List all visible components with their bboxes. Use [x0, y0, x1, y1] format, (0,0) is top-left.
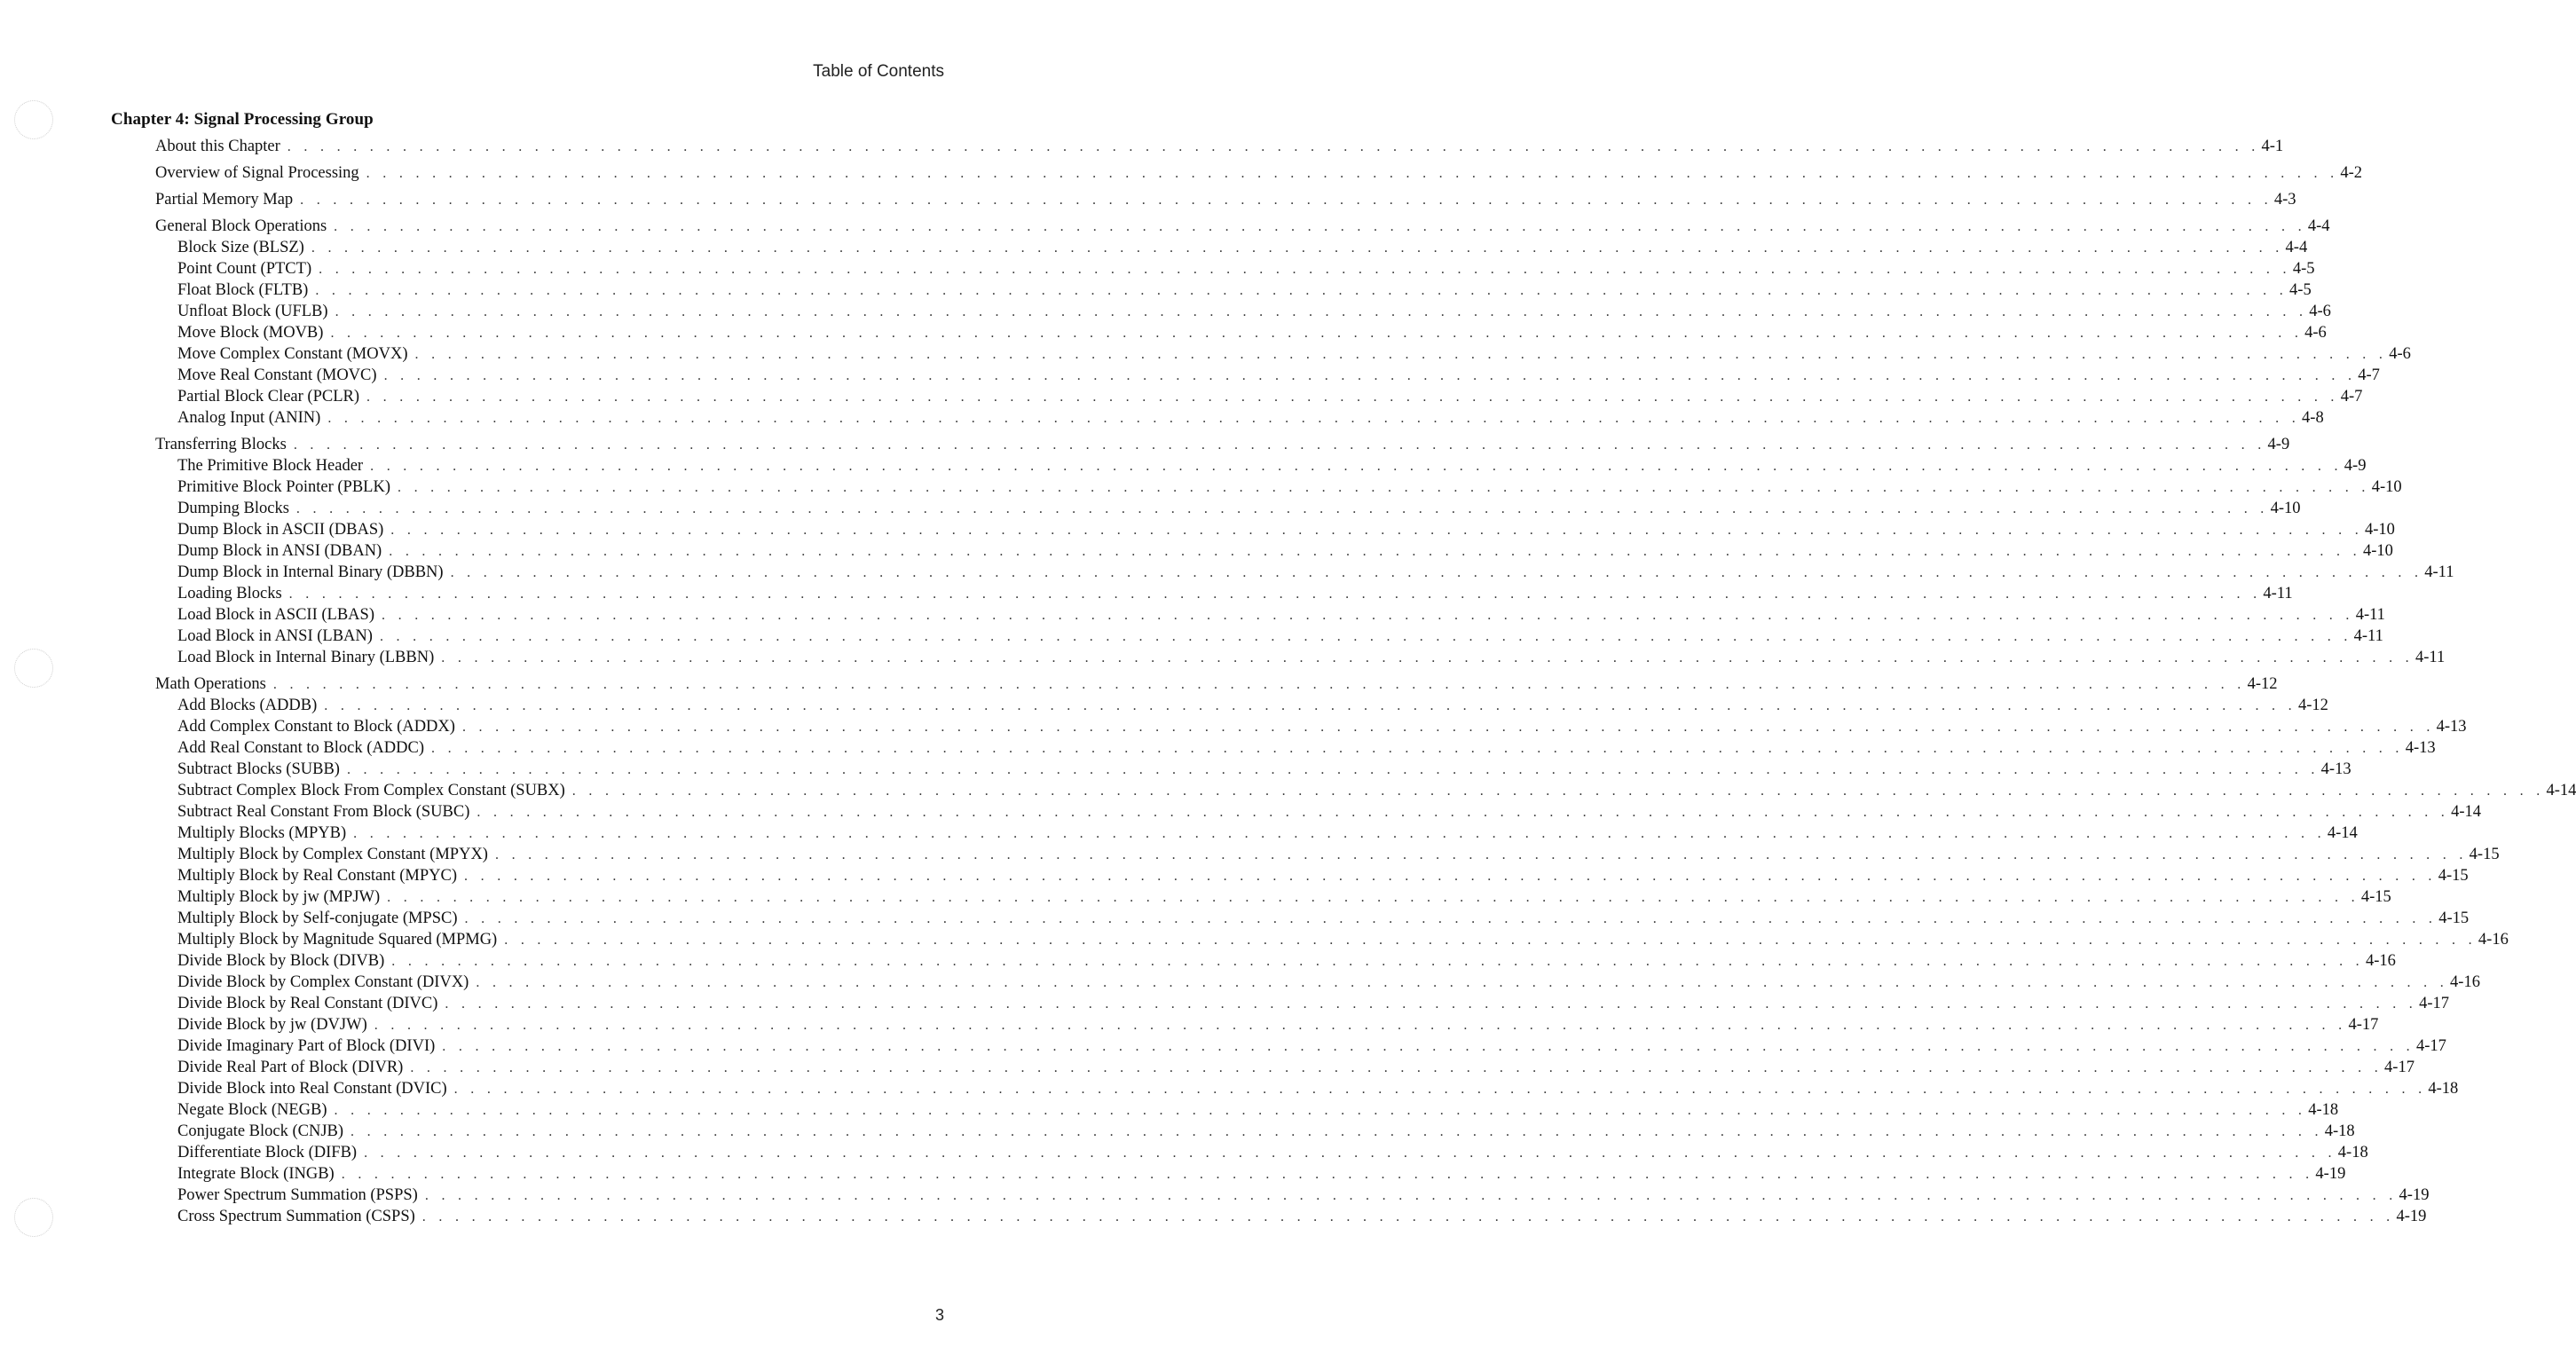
toc-entry-page: 4-10 [2371, 478, 2402, 496]
toc-entry-title: Partial Block Clear (PCLR) [177, 388, 360, 405]
toc-entry-page: 4-16 [2450, 973, 2480, 991]
toc-entry-page: 4-10 [2362, 542, 2393, 560]
punch-hole-top [14, 100, 53, 139]
dot-leader: . . . . . . . . . . . . . . . . . . . . . . . . . . . . . . . . . . . . . . . . . . . . . . . . . . . . . . . . . . . . . . . . . . . . . . . . . . . . . . . . . . . . . . . . . . . . . . . . . . . . . . . . . . . . . . . . . . . . . . . . [441, 650, 2414, 665]
toc-subentry[interactable] [155, 886, 2391, 908]
toc-entry-title: Load Block in ANSI (LBAN) [177, 627, 373, 645]
toc-entry-title: Move Complex Constant (MOVX) [177, 345, 408, 363]
toc-subentry[interactable] [155, 540, 2393, 562]
dot-leader: . . . . . . . . . . . . . . . . . . . . . . . . . . . . . . . . . . . . . . . . . . . . . . . . . . . . . . . . . . . . . . . . . . . . . . . . . . . . . . . . . . . . . . . . . . . . . . . . . . . . . . . . . . . . . . . . . . . . . . . . [300, 193, 2273, 208]
toc-entry-page: 4-6 [2304, 324, 2327, 342]
dot-leader: . . . . . . . . . . . . . . . . . . . . . . . . . . . . . . . . . . . . . . . . . . . . . . . . . . . . . . . . . . . . . . . . . . . . . . . . . . . . . . . . . . . . . . . . . . . . . . . . . . . . . . . . . . . . . . . . . . . . . . . . [431, 741, 2404, 756]
toc-subentry[interactable] [155, 455, 2367, 476]
dot-leader: . . . . . . . . . . . . . . . . . . . . . . . . . . . . . . . . . . . . . . . . . . . . . . . . . . . . . . . . . . . . . . . . . . . . . . . . . . . . . . . . . . . . . . . . . . . . . . . . . . . . . . . . . . . . . . . . . . . . . . . . [445, 996, 2418, 1012]
toc-entry-page: 4-9 [2344, 457, 2367, 475]
dot-leader: . . . . . . . . . . . . . . . . . . . . . . . . . . . . . . . . . . . . . . . . . . . . . . . . . . . . . . . . . . . . . . . . . . . . . . . . . . . . . . . . . . . . . . . . . . . . . . . . . . . . . . . . . . . . . . . . . . . . . . . . [410, 1060, 2383, 1075]
toc-subentry[interactable] [155, 604, 2385, 626]
dot-leader: . . . . . . . . . . . . . . . . . . . . . . . . . . . . . . . . . . . . . . . . . . . . . . . . . . . . . . . . . . . . . . . . . . . . . . . . . . . . . . . . . . . . . . . . . . . . . . . . . . . . . . . . . . . . . . . . . . . . . . . . [477, 805, 2450, 820]
toc-entry-page: 4-11 [2415, 649, 2446, 666]
dot-leader: . . . . . . . . . . . . . . . . . . . . . . . . . . . . . . . . . . . . . . . . . . . . . . . . . . . . . . . . . . . . . . . . . . . . . . . . . . . . . . . . . . . . . . . . . . . . . . . . . . . . . . . . . . . . . . . . . . . . . . . . [374, 1018, 2347, 1033]
toc-entry-title: Divide Real Part of Block (DIVR) [177, 1059, 404, 1076]
toc-entry-page: 4-15 [2469, 846, 2500, 863]
toc-entry-page: 4-9 [2267, 436, 2290, 453]
toc-entry-page: 4-19 [2315, 1165, 2346, 1183]
toc-entry-page: 4-15 [2360, 888, 2391, 906]
toc-entry[interactable] [155, 136, 2284, 157]
dot-leader: . . . . . . . . . . . . . . . . . . . . . . . . . . . . . . . . . . . . . . . . . . . . . . . . . . . . . . . . . . . . . . . . . . . . . . . . . . . . . . . . . . . . . . . . . . . . . . . . . . . . . . . . . . . . . . . . . . . . . . . . [370, 459, 2343, 474]
toc-entry-title: Cross Spectrum Summation (CSPS) [177, 1208, 415, 1225]
toc-subentry[interactable] [155, 498, 2301, 519]
dot-leader: . . . . . . . . . . . . . . . . . . . . . . . . . . . . . . . . . . . . . . . . . . . . . . . . . . . . . . . . . . . . . . . . . . . . . . . . . . . . . . . . . . . . . . . . . . . . . . . . . . . . . . . . . . . . . . . . . . . . . . . . [397, 480, 2370, 495]
toc-section [155, 673, 2576, 1227]
toc-entry-page: 4-16 [2478, 931, 2509, 949]
dot-leader: . . . . . . . . . . . . . . . . . . . . . . . . . . . . . . . . . . . . . . . . . . . . . . . . . . . . . . . . . . . . . . . . . . . . . . . . . . . . . . . . . . . . . . . . . . . . . . . . . . . . . . . . . . . . . . . . . . . . . . . . [442, 1039, 2415, 1054]
toc-entry-title: Divide Block into Real Constant (DVIC) [177, 1080, 447, 1098]
toc-entry-page: 4-17 [2384, 1059, 2415, 1076]
dot-leader: . . . . . . . . . . . . . . . . . . . . . . . . . . . . . . . . . . . . . . . . . . . . . . . . . . . . . . . . . . . . . . . . . . . . . . . . . . . . . . . . . . . . . . . . . . . . . . . . . . . . . . . . . . . . . . . . . . . . . . . . [464, 911, 2438, 926]
dot-leader: . . . . . . . . . . . . . . . . . . . . . . . . . . . . . . . . . . . . . . . . . . . . . . . . . . . . . . . . . . . . . . . . . . . . . . . . . . . . . . . . . . . . . . . . . . . . . . . . . . . . . . . . . . . . . . . . . . . . . . . . [421, 1209, 2395, 1224]
dot-leader: . . . . . . . . . . . . . . . . . . . . . . . . . . . . . . . . . . . . . . . . . . . . . . . . . . . . . . . . . . . . . . . . . . . . . . . . . . . . . . . . . . . . . . . . . . . . . . . . . . . . . . . . . . . . . . . . . . . . . . . . [293, 437, 2266, 453]
toc-subentry[interactable] [155, 237, 2308, 258]
toc-section [155, 136, 2284, 157]
toc-subentry[interactable] [155, 1099, 2339, 1121]
dot-leader: . . . . . . . . . . . . . . . . . . . . . . . . . . . . . . . . . . . . . . . . . . . . . . . . . . . . . . . . . . . . . . . . . . . . . . . . . . . . . . . . . . . . . . . . . . . . . . . . . . . . . . . . . . . . . . . . . . . . . . . . [335, 304, 2308, 319]
toc-entry-page: 4-4 [2307, 217, 2330, 235]
dot-leader: . . . . . . . . . . . . . . . . . . . . . . . . . . . . . . . . . . . . . . . . . . . . . . . . . . . . . . . . . . . . . . . . . . . . . . . . . . . . . . . . . . . . . . . . . . . . . . . . . . . . . . . . . . . . . . . . . . . . . . . . [453, 1082, 2427, 1097]
toc-entry-page: 4-18 [2428, 1080, 2459, 1098]
dot-leader: . . . . . . . . . . . . . . . . . . . . . . . . . . . . . . . . . . . . . . . . . . . . . . . . . . . . . . . . . . . . . . . . . . . . . . . . . . . . . . . . . . . . . . . . . . . . . . . . . . . . . . . . . . . . . . . . . . . . . . . . [379, 629, 2352, 644]
toc-entry-title: Divide Block by Block (DIVB) [177, 952, 385, 970]
toc-subentry[interactable] [155, 759, 2351, 780]
dot-leader: . . . . . . . . . . . . . . . . . . . . . . . . . . . . . . . . . . . . . . . . . . . . . . . . . . . . . . . . . . . . . . . . . . . . . . . . . . . . . . . . . . . . . . . . . . . . . . . . . . . . . . . . . . . . . . . . . . . . . . . . [494, 847, 2468, 862]
toc-entry-page: 4-14 [2546, 782, 2576, 799]
toc-entry-title: Divide Imaginary Part of Block (DIVI) [177, 1037, 436, 1055]
toc-entry-title: Multiply Block by Complex Constant (MPYX) [177, 846, 488, 863]
toc-entry-page: 4-11 [2353, 627, 2383, 645]
toc-entry-title: Multiply Block by Self-conjugate (MPSC) [177, 909, 458, 927]
toc-entry-title: Multiply Block by Real Constant (MPYC) [177, 867, 458, 885]
page-number: 3 [934, 1306, 944, 1324]
toc-entry-page: 4-4 [2285, 239, 2308, 256]
toc-entry-page: 4-11 [2355, 606, 2385, 624]
toc-subentry[interactable] [155, 929, 2509, 950]
toc-entry-page: 4-3 [2273, 191, 2296, 209]
toc-subentry[interactable] [155, 908, 2470, 929]
punch-hole-bottom [14, 1198, 53, 1237]
toc-subentry[interactable] [155, 1185, 2430, 1206]
toc-entry-page: 4-14 [2327, 824, 2358, 842]
toc-entry-title: Math Operations [155, 675, 266, 693]
toc-subentry[interactable] [155, 972, 2480, 993]
toc-entry-page: 4-12 [2247, 675, 2278, 693]
dot-leader: . . . . . . . . . . . . . . . . . . . . . . . . . . . . . . . . . . . . . . . . . . . . . . . . . . . . . . . . . . . . . . . . . . . . . . . . . . . . . . . . . . . . . . . . . . . . . . . . . . . . . . . . . . . . . . . . . . . . . . . . [324, 698, 2296, 713]
toc-entry-title: Dump Block in ASCII (DBAS) [177, 521, 384, 539]
toc-subentry[interactable] [155, 993, 2450, 1014]
toc-entry[interactable] [155, 189, 2296, 210]
toc-entry-title: Move Real Constant (MOVC) [177, 366, 377, 384]
toc-entry-page: 4-13 [2320, 760, 2351, 778]
dot-leader: . . . . . . . . . . . . . . . . . . . . . . . . . . . . . . . . . . . . . . . . . . . . . . . . . . . . . . . . . . . . . . . . . . . . . . . . . . . . . . . . . . . . . . . . . . . . . . . . . . . . . . . . . . . . . . . . . . . . . . . . [464, 869, 2437, 884]
toc-entry-title: General Block Operations [155, 217, 327, 235]
toc-subentry[interactable] [155, 844, 2500, 865]
dot-leader: . . . . . . . . . . . . . . . . . . . . . . . . . . . . . . . . . . . . . . . . . . . . . . . . . . . . . . . . . . . . . . . . . . . . . . . . . . . . . . . . . . . . . . . . . . . . . . . . . . . . . . . . . . . . . . . . . . . . . . . . [315, 283, 2288, 298]
toc-subentry[interactable] [155, 1035, 2446, 1057]
toc-subentry[interactable] [155, 519, 2395, 540]
toc-entry-page: 4-11 [2424, 563, 2454, 581]
toc-entry[interactable] [155, 434, 2290, 455]
toc-entry-title: Multiply Block by jw (MPJW) [177, 888, 381, 906]
toc-entry-title: Load Block in ASCII (LBAS) [177, 606, 374, 624]
toc-entry-page: 4-6 [2389, 345, 2411, 363]
dot-leader: . . . . . . . . . . . . . . . . . . . . . . . . . . . . . . . . . . . . . . . . . . . . . . . . . . . . . . . . . . . . . . . . . . . . . . . . . . . . . . . . . . . . . . . . . . . . . . . . . . . . . . . . . . . . . . . . . . . . . . . . [272, 677, 2246, 692]
toc-section [155, 162, 2363, 184]
table-of-contents [155, 136, 2576, 1232]
toc-entry-title: Multiply Blocks (MPYB) [177, 824, 347, 842]
toc-entry-page: 4-17 [2419, 995, 2450, 1012]
toc-entry-page: 4-17 [2348, 1016, 2379, 1034]
toc-subentry[interactable] [155, 1163, 2346, 1185]
dot-leader: . . . . . . . . . . . . . . . . . . . . . . . . . . . . . . . . . . . . . . . . . . . . . . . . . . . . . . . . . . . . . . . . . . . . . . . . . . . . . . . . . . . . . . . . . . . . . . . . . . . . . . . . . . . . . . . . . . . . . . . . [334, 1103, 2307, 1118]
toc-entry-page: 4-8 [2302, 409, 2324, 427]
dot-leader: . . . . . . . . . . . . . . . . . . . . . . . . . . . . . . . . . . . . . . . . . . . . . . . . . . . . . . . . . . . . . . . . . . . . . . . . . . . . . . . . . . . . . . . . . . . . . . . . . . . . . . . . . . . . . . . . . . . . . . . . [366, 390, 2339, 405]
toc-section [155, 216, 2411, 429]
toc-entry-title: Integrate Block (INGB) [177, 1165, 335, 1183]
toc-subentry[interactable] [155, 1057, 2415, 1078]
toc-subentry[interactable] [155, 476, 2402, 498]
dot-leader: . . . . . . . . . . . . . . . . . . . . . . . . . . . . . . . . . . . . . . . . . . . . . . . . . . . . . . . . . . . . . . . . . . . . . . . . . . . . . . . . . . . . . . . . . . . . . . . . . . . . . . . . . . . . . . . . . . . . . . . . [424, 1188, 2398, 1203]
toc-entry-title: Partial Memory Map [155, 191, 294, 209]
toc-entry-page: 4-5 [2292, 260, 2315, 278]
toc-entry-title: Move Block (MOVB) [177, 324, 324, 342]
toc-entry-title: The Primitive Block Header [177, 457, 364, 475]
toc-entry-title: Subtract Complex Block From Complex Constant (SUBX) [177, 782, 565, 799]
toc-entry-title: Overview of Signal Processing [155, 164, 359, 182]
toc-entry-title: Divide Block by Real Constant (DIVC) [177, 995, 438, 1012]
toc-entry-page: 4-10 [2365, 521, 2395, 539]
toc-entry-title: Dump Block in Internal Binary (DBBN) [177, 563, 444, 581]
toc-subentry[interactable] [155, 583, 2293, 604]
toc-entry-page: 4-16 [2365, 952, 2396, 970]
toc-subentry[interactable] [155, 1014, 2379, 1035]
dot-leader: . . . . . . . . . . . . . . . . . . . . . . . . . . . . . . . . . . . . . . . . . . . . . . . . . . . . . . . . . . . . . . . . . . . . . . . . . . . . . . . . . . . . . . . . . . . . . . . . . . . . . . . . . . . . . . . . . . . . . . . . [341, 1167, 2314, 1182]
toc-entry-title: Dump Block in ANSI (DBAN) [177, 542, 382, 560]
toc-subentry[interactable] [155, 950, 2396, 972]
dot-leader: . . . . . . . . . . . . . . . . . . . . . . . . . . . . . . . . . . . . . . . . . . . . . . . . . . . . . . . . . . . . . . . . . . . . . . . . . . . . . . . . . . . . . . . . . . . . . . . . . . . . . . . . . . . . . . . . . . . . . . . . [387, 890, 2359, 905]
toc-entry-title: Divide Block by Complex Constant (DIVX) [177, 973, 469, 991]
toc-subentry[interactable] [155, 1142, 2368, 1163]
toc-subentry[interactable] [155, 1078, 2459, 1099]
toc-entry-page: 4-14 [2451, 803, 2482, 821]
dot-leader: . . . . . . . . . . . . . . . . . . . . . . . . . . . . . . . . . . . . . . . . . . . . . . . . . . . . . . . . . . . . . . . . . . . . . . . . . . . . . . . . . . . . . . . . . . . . . . . . . . . . . . . . . . . . . . . . . . . . . . . . [383, 368, 2357, 383]
toc-entry-page: 4-13 [2436, 718, 2467, 736]
toc-entry-page: 4-19 [2396, 1208, 2427, 1225]
dot-leader: . . . . . . . . . . . . . . . . . . . . . . . . . . . . . . . . . . . . . . . . . . . . . . . . . . . . . . . . . . . . . . . . . . . . . . . . . . . . . . . . . . . . . . . . . . . . . . . . . . . . . . . . . . . . . . . . . . . . . . . . [461, 720, 2435, 735]
toc-entry-page: 4-2 [2340, 164, 2363, 182]
toc-entry-title: Block Size (BLSZ) [177, 239, 304, 256]
punch-hole-middle [14, 649, 53, 688]
dot-leader: . . . . . . . . . . . . . . . . . . . . . . . . . . . . . . . . . . . . . . . . . . . . . . . . . . . . . . . . . . . . . . . . . . . . . . . . . . . . . . . . . . . . . . . . . . . . . . . . . . . . . . . . . . . . . . . . . . . . . . . . [364, 1146, 2336, 1161]
chapter-title: Chapter 4: Signal Processing Group [111, 110, 374, 129]
toc-subentry[interactable] [155, 1206, 2427, 1227]
dot-leader: . . . . . . . . . . . . . . . . . . . . . . . . . . . . . . . . . . . . . . . . . . . . . . . . . . . . . . . . . . . . . . . . . . . . . . . . . . . . . . . . . . . . . . . . . . . . . . . . . . . . . . . . . . . . . . . . . . . . . . . . [288, 587, 2262, 602]
toc-section [155, 189, 2296, 210]
toc-subentry[interactable] [155, 386, 2363, 407]
toc-entry-title: Multiply Block by Magnitude Squared (MPMG) [177, 931, 498, 949]
dot-leader: . . . . . . . . . . . . . . . . . . . . . . . . . . . . . . . . . . . . . . . . . . . . . . . . . . . . . . . . . . . . . . . . . . . . . . . . . . . . . . . . . . . . . . . . . . . . . . . . . . . . . . . . . . . . . . . . . . . . . . . . [504, 933, 2477, 948]
toc-entry-page: 4-19 [2399, 1186, 2430, 1204]
dot-leader: . . . . . . . . . . . . . . . . . . . . . . . . . . . . . . . . . . . . . . . . . . . . . . . . . . . . . . . . . . . . . . . . . . . . . . . . . . . . . . . . . . . . . . . . . . . . . . . . . . . . . . . . . . . . . . . . . . . . . . . . [414, 347, 2388, 362]
toc-entry-page: 4-17 [2415, 1037, 2446, 1055]
toc-entry[interactable] [155, 216, 2330, 237]
toc-subentry[interactable] [155, 280, 2312, 301]
toc-entry-page: 4-11 [2263, 585, 2293, 602]
toc-entry-page: 4-15 [2438, 909, 2470, 927]
toc-entry-page: 4-1 [2261, 138, 2284, 155]
toc-subentry[interactable] [155, 801, 2482, 823]
toc-entry-page: 4-15 [2438, 867, 2469, 885]
toc-entry-page: 4-18 [2324, 1122, 2355, 1140]
toc-entry-title: Primitive Block Pointer (PBLK) [177, 478, 390, 496]
toc-entry-title: Conjugate Block (CNJB) [177, 1122, 344, 1140]
toc-subentry[interactable] [155, 365, 2380, 386]
toc-section [155, 434, 2454, 668]
toc-entry-page: 4-18 [2337, 1144, 2368, 1161]
toc-entry-title: Loading Blocks [177, 585, 282, 602]
toc-entry-title: Negate Block (NEGB) [177, 1101, 327, 1119]
toc-subentry[interactable] [155, 695, 2328, 716]
dot-leader: . . . . . . . . . . . . . . . . . . . . . . . . . . . . . . . . . . . . . . . . . . . . . . . . . . . . . . . . . . . . . . . . . . . . . . . . . . . . . . . . . . . . . . . . . . . . . . . . . . . . . . . . . . . . . . . . . . . . . . . . [366, 166, 2339, 181]
dot-leader: . . . . . . . . . . . . . . . . . . . . . . . . . . . . . . . . . . . . . . . . . . . . . . . . . . . . . . . . . . . . . . . . . . . . . . . . . . . . . . . . . . . . . . . . . . . . . . . . . . . . . . . . . . . . . . . . . . . . . . . . [353, 826, 2326, 841]
dot-leader: . . . . . . . . . . . . . . . . . . . . . . . . . . . . . . . . . . . . . . . . . . . . . . . . . . . . . . . . . . . . . . . . . . . . . . . . . . . . . . . . . . . . . . . . . . . . . . . . . . . . . . . . . . . . . . . . . . . . . . . . [330, 326, 2304, 341]
toc-entry-title: Add Blocks (ADDB) [177, 697, 318, 714]
toc-subentry[interactable] [155, 737, 2436, 759]
dot-leader: . . . . . . . . . . . . . . . . . . . . . . . . . . . . . . . . . . . . . . . . . . . . . . . . . . . . . . . . . . . . . . . . . . . . . . . . . . . . . . . . . . . . . . . . . . . . . . . . . . . . . . . . . . . . . . . . . . . . . . . . [351, 1124, 2323, 1139]
toc-entry-page: 4-7 [2358, 366, 2380, 384]
dot-leader: . . . . . . . . . . . . . . . . . . . . . . . . . . . . . . . . . . . . . . . . . . . . . . . . . . . . . . . . . . . . . . . . . . . . . . . . . . . . . . . . . . . . . . . . . . . . . . . . . . . . . . . . . . . . . . . . . . . . . . . . [571, 783, 2545, 799]
toc-entry-title: Transferring Blocks [155, 436, 287, 453]
toc-subentry[interactable] [155, 301, 2331, 322]
toc-entry-title: Subtract Real Constant From Block (SUBC) [177, 803, 470, 821]
toc-entry-title: Subtract Blocks (SUBB) [177, 760, 340, 778]
toc-subentry[interactable] [155, 716, 2467, 737]
toc-entry-title: Unfloat Block (UFLB) [177, 303, 328, 320]
toc-entry-page: 4-6 [2309, 303, 2331, 320]
toc-entry-title: Dumping Blocks [177, 500, 289, 517]
toc-entry-title: Analog Input (ANIN) [177, 409, 321, 427]
toc-subentry[interactable] [155, 407, 2324, 429]
dot-leader: . . . . . . . . . . . . . . . . . . . . . . . . . . . . . . . . . . . . . . . . . . . . . . . . . . . . . . . . . . . . . . . . . . . . . . . . . . . . . . . . . . . . . . . . . . . . . . . . . . . . . . . . . . . . . . . . . . . . . . . . [319, 262, 2291, 277]
dot-leader: . . . . . . . . . . . . . . . . . . . . . . . . . . . . . . . . . . . . . . . . . . . . . . . . . . . . . . . . . . . . . . . . . . . . . . . . . . . . . . . . . . . . . . . . . . . . . . . . . . . . . . . . . . . . . . . . . . . . . . . . [311, 240, 2284, 256]
dot-leader: . . . . . . . . . . . . . . . . . . . . . . . . . . . . . . . . . . . . . . . . . . . . . . . . . . . . . . . . . . . . . . . . . . . . . . . . . . . . . . . . . . . . . . . . . . . . . . . . . . . . . . . . . . . . . . . . . . . . . . . . [287, 139, 2260, 154]
dot-leader: . . . . . . . . . . . . . . . . . . . . . . . . . . . . . . . . . . . . . . . . . . . . . . . . . . . . . . . . . . . . . . . . . . . . . . . . . . . . . . . . . . . . . . . . . . . . . . . . . . . . . . . . . . . . . . . . . . . . . . . . [334, 219, 2306, 234]
toc-subentry[interactable] [155, 823, 2358, 844]
toc-entry-page: 4-10 [2270, 500, 2301, 517]
toc-entry-title: Add Real Constant to Block (ADDC) [177, 739, 424, 757]
toc-entry[interactable] [155, 673, 2278, 695]
toc-subentry[interactable] [155, 1121, 2355, 1142]
dot-leader: . . . . . . . . . . . . . . . . . . . . . . . . . . . . . . . . . . . . . . . . . . . . . . . . . . . . . . . . . . . . . . . . . . . . . . . . . . . . . . . . . . . . . . . . . . . . . . . . . . . . . . . . . . . . . . . . . . . . . . . . [346, 762, 2320, 777]
toc-subentry[interactable] [155, 258, 2315, 280]
toc-entry-title: Load Block in Internal Binary (LBBN) [177, 649, 435, 666]
dot-leader: . . . . . . . . . . . . . . . . . . . . . . . . . . . . . . . . . . . . . . . . . . . . . . . . . . . . . . . . . . . . . . . . . . . . . . . . . . . . . . . . . . . . . . . . . . . . . . . . . . . . . . . . . . . . . . . . . . . . . . . . [391, 954, 2364, 969]
running-header: Table of Contents [813, 62, 944, 81]
dot-leader: . . . . . . . . . . . . . . . . . . . . . . . . . . . . . . . . . . . . . . . . . . . . . . . . . . . . . . . . . . . . . . . . . . . . . . . . . . . . . . . . . . . . . . . . . . . . . . . . . . . . . . . . . . . . . . . . . . . . . . . . [450, 565, 2423, 580]
toc-entry-page: 4-5 [2289, 281, 2312, 299]
toc-entry-page: 4-18 [2308, 1101, 2339, 1119]
toc-subentry[interactable] [155, 780, 2576, 801]
dot-leader: . . . . . . . . . . . . . . . . . . . . . . . . . . . . . . . . . . . . . . . . . . . . . . . . . . . . . . . . . . . . . . . . . . . . . . . . . . . . . . . . . . . . . . . . . . . . . . . . . . . . . . . . . . . . . . . . . . . . . . . . [389, 544, 2361, 559]
dot-leader: . . . . . . . . . . . . . . . . . . . . . . . . . . . . . . . . . . . . . . . . . . . . . . . . . . . . . . . . . . . . . . . . . . . . . . . . . . . . . . . . . . . . . . . . . . . . . . . . . . . . . . . . . . . . . . . . . . . . . . . . [295, 501, 2269, 516]
toc-entry-title: Power Spectrum Summation (PSPS) [177, 1186, 418, 1204]
toc-subentry[interactable] [155, 343, 2411, 365]
toc-subentry[interactable] [155, 562, 2454, 583]
toc-entry-page: 4-13 [2405, 739, 2436, 757]
dot-leader: . . . . . . . . . . . . . . . . . . . . . . . . . . . . . . . . . . . . . . . . . . . . . . . . . . . . . . . . . . . . . . . . . . . . . . . . . . . . . . . . . . . . . . . . . . . . . . . . . . . . . . . . . . . . . . . . . . . . . . . . [476, 975, 2449, 990]
toc-entry-title: Add Complex Constant to Block (ADDX) [177, 718, 455, 736]
toc-entry-title: Divide Block by jw (DVJW) [177, 1016, 367, 1034]
toc-entry[interactable] [155, 162, 2363, 184]
toc-entry-page: 4-7 [2340, 388, 2363, 405]
toc-entry-title: Point Count (PTCT) [177, 260, 312, 278]
toc-entry-title: About this Chapter [155, 138, 280, 155]
toc-subentry[interactable] [155, 647, 2446, 668]
toc-subentry[interactable] [155, 865, 2469, 886]
dot-leader: . . . . . . . . . . . . . . . . . . . . . . . . . . . . . . . . . . . . . . . . . . . . . . . . . . . . . . . . . . . . . . . . . . . . . . . . . . . . . . . . . . . . . . . . . . . . . . . . . . . . . . . . . . . . . . . . . . . . . . . . [382, 608, 2354, 623]
toc-subentry[interactable] [155, 626, 2383, 647]
dot-leader: . . . . . . . . . . . . . . . . . . . . . . . . . . . . . . . . . . . . . . . . . . . . . . . . . . . . . . . . . . . . . . . . . . . . . . . . . . . . . . . . . . . . . . . . . . . . . . . . . . . . . . . . . . . . . . . . . . . . . . . . [390, 523, 2363, 538]
toc-entry-title: Differentiate Block (DIFB) [177, 1144, 358, 1161]
toc-subentry[interactable] [155, 322, 2327, 343]
dot-leader: . . . . . . . . . . . . . . . . . . . . . . . . . . . . . . . . . . . . . . . . . . . . . . . . . . . . . . . . . . . . . . . . . . . . . . . . . . . . . . . . . . . . . . . . . . . . . . . . . . . . . . . . . . . . . . . . . . . . . . . . [327, 411, 2301, 426]
toc-entry-title: Float Block (FLTB) [177, 281, 309, 299]
toc-entry-page: 4-12 [2297, 697, 2328, 714]
